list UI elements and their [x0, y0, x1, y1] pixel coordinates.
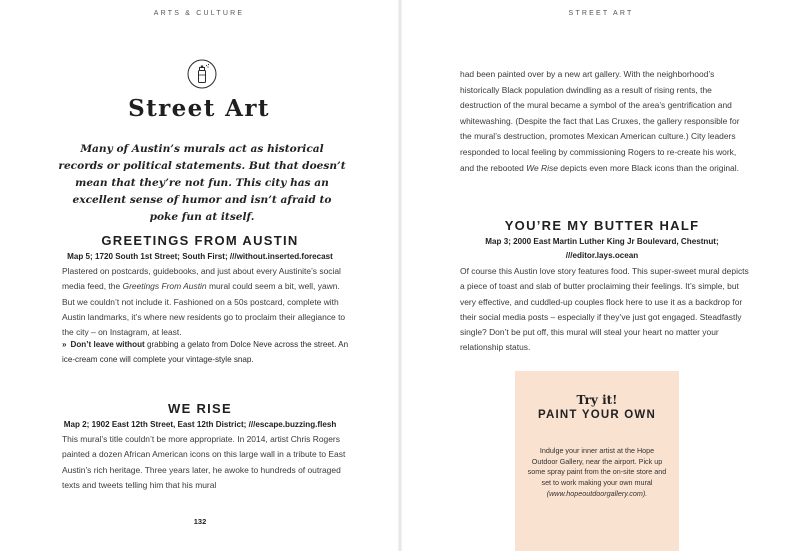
body-we-rise: This mural’s title couldn’t be more appropriate. In 2014, artist Chris Rogers painted a dozen African American icons on this large wall in a tribute to East Austin’s rich heritage. Three years later, he awoke to hundreds of outraged texts and tweets telling him that his mural — [62, 434, 346, 490]
body-greetings-text-1: Plastered on postcards, guidebooks, and just about every Austinite’s social media feed, the — [62, 266, 341, 292]
tip-arrow: » — [62, 340, 67, 349]
location-butter-half-line1: Map 3; 2000 East Martin Luther King Jr Boulevard, Chestnut; — [485, 237, 719, 246]
continued-text-1: had been painted over by a new art gallery. With the neighborhood’s historically Black population dwindling as a result of rising rents, the destruction of the mural became a symbol of the area’s gentrification and whitewashing. (Despite the fact that Las Cruxes, the gallery responsible for the mural’s destruction, promotes Mexican American culture.) City leaders responded to local feeling by commissioning Rogers to re-create his work, and the rebooted — [460, 69, 740, 173]
spray-can-icon — [187, 59, 217, 89]
location-we-rise: Map 2; 1902 East 12th Street, East 12th District; ///escape.buzzing.flesh — [63, 420, 337, 429]
try-it-text: Indulge your inner artist at the Hope Outdoor Gallery, near the airport. Pick up some spray paint from the on-site store and set to work making your own mural — [527, 446, 667, 488]
try-it-subtitle: PAINT YOUR OWN — [538, 409, 656, 421]
try-it-body — [527, 446, 667, 500]
body-greetings-emphasis: Greetings From Austin — [122, 281, 207, 292]
continued-text-2: depicts even more Black icons than the original. — [557, 162, 739, 173]
location-butter-half-line2: ///editor.lays.ocean — [565, 251, 639, 260]
page-title: Street Art — [128, 95, 270, 122]
location-greetings: Map 5; 1720 South 1st Street; South First; ///without.inserted.forecast — [67, 252, 333, 261]
try-it-url: (www.hopeoutdoorgallery.com). — [546, 488, 648, 498]
left-page — [0, 0, 398, 551]
section-heading-greetings: GREETINGS FROM AUSTIN — [101, 233, 299, 248]
body-greetings-text-2: mural could seem a bit, well, yawn. But we couldn’t not include it. Fashioned on a 50s postcard, complete with Austin landmarks, it’s where new residents go to proclaim their allegiance to the city – on Instagram, at least. — [62, 281, 346, 338]
tip-greetings — [62, 337, 352, 367]
tip-text: grabbing a gelato from Dolce Neve across the street. An ice-cream cone will complete your vintage-style snap. — [62, 340, 349, 364]
section-heading-we-rise: WE RISE — [168, 401, 232, 416]
body-greetings — [62, 264, 354, 340]
section-heading-butter-half: YOU’RE MY BUTTER HALF — [504, 218, 700, 233]
intro-paragraph: Many of Austin’s murals act as historical records or political statements. But that doesn’t mean that they’re not fun. This city has an excellent sense of humor and isn’t afraid to poke fun at itself. — [58, 143, 346, 223]
running-head-left: ARTS & CULTURE — [153, 10, 245, 17]
tip-lead: Don’t leave without — [70, 340, 145, 349]
page-number: 132 — [193, 517, 207, 526]
body-butter-half: Of course this Austin love story features food. This super-sweet mural depicts a piece of toast and slab of butter proclaiming their feelings. It’s simple, but very effective, and cuddled-up couples flock here to use it as a backdrop for their social media posts – especially if they’ve just got engaged. Steadfastly single? Don’t be put off, this mural will steal your heart no matter your relationship status. — [460, 266, 749, 353]
right-page — [402, 0, 800, 551]
continued-emphasis: We Rise — [526, 162, 558, 173]
running-head-right: STREET ART — [568, 10, 634, 17]
try-it-box — [515, 371, 679, 551]
try-it-title: Try it! — [576, 393, 618, 407]
body-we-rise-continued — [460, 67, 750, 176]
